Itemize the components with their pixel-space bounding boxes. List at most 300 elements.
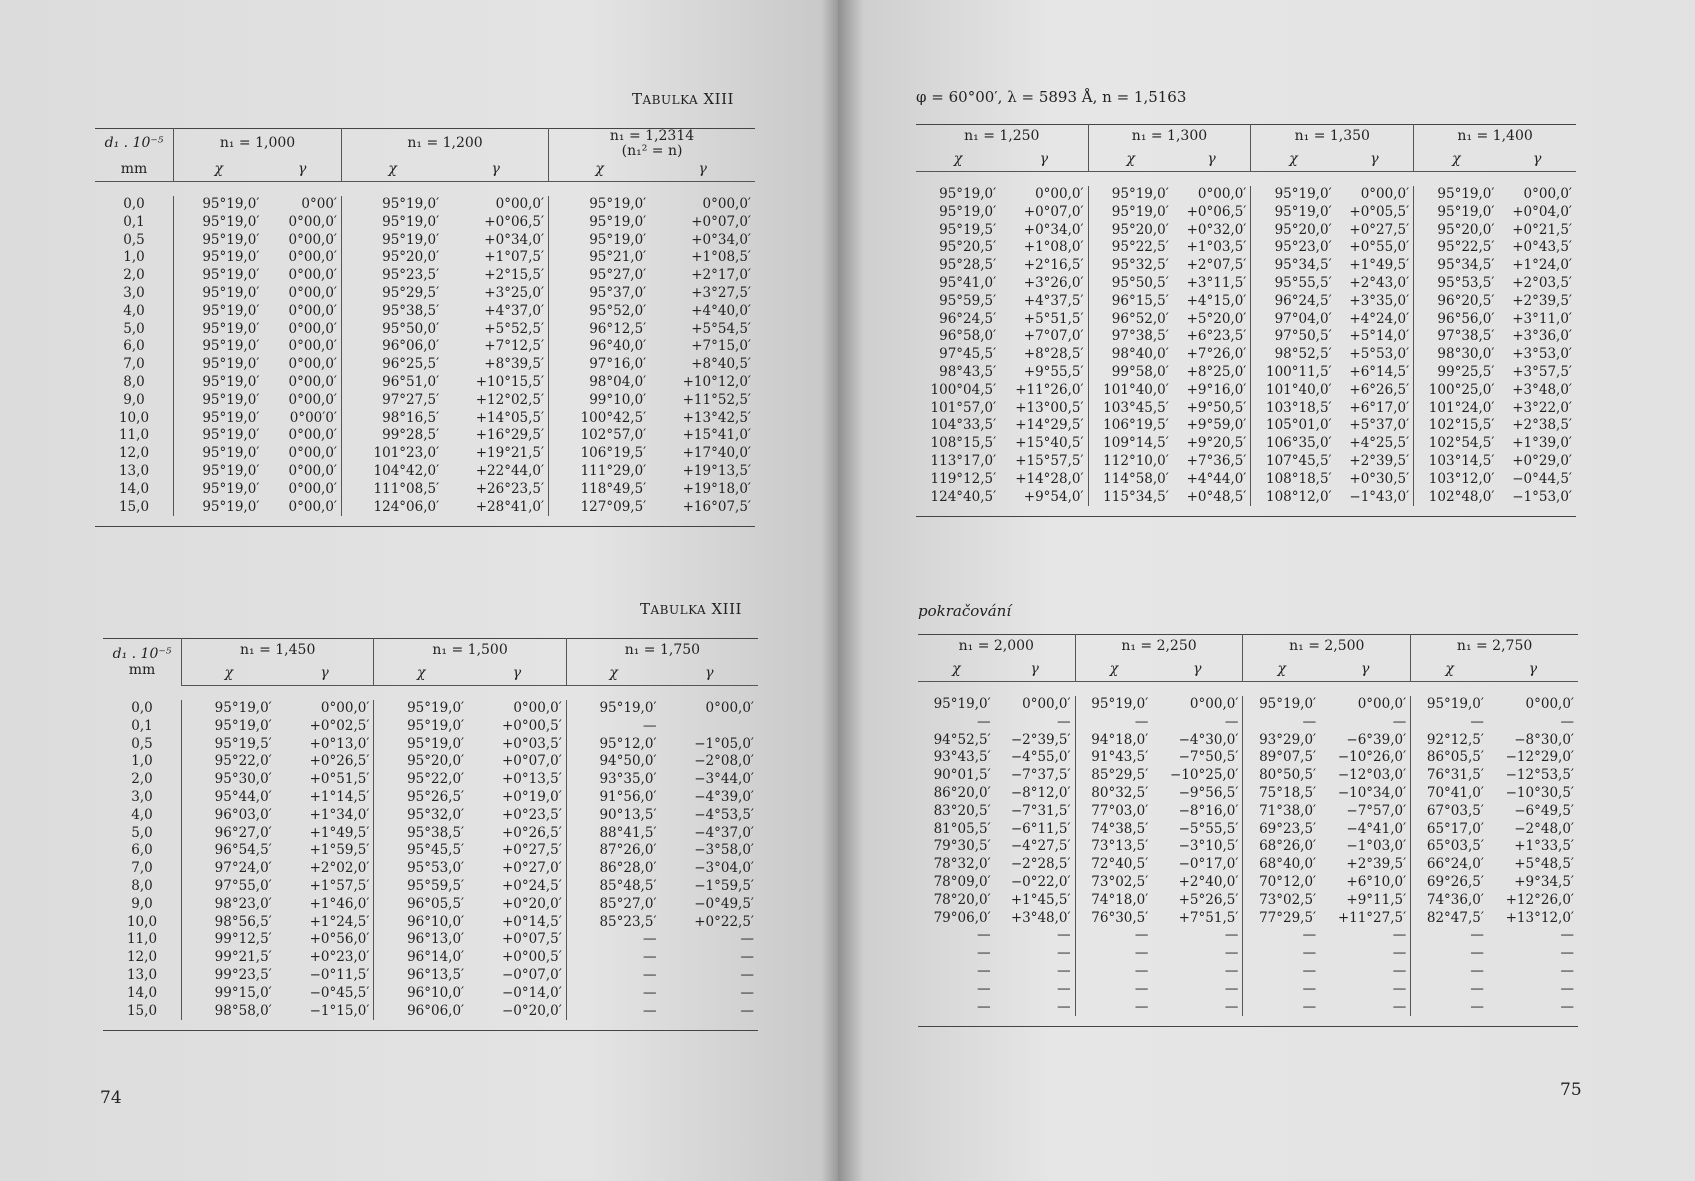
table-row [103,1003,758,1021]
chi-cell: 95°19,0′ [549,214,651,232]
table-row [918,732,1578,750]
chi-cell: 95°34,5′ [1414,257,1499,275]
gamma-cell: +0°32,0′ [1186,221,1247,238]
chi-cell: — [1411,714,1488,732]
table-row [95,499,755,517]
chi-cell: 94°52,5′ [933,731,991,748]
chi-cell: — [566,718,660,736]
thickness-cell: 14,0 [126,984,158,1001]
table-row [95,232,755,250]
gamma-cell: +10°12,0′ [682,373,751,390]
chi-cell: 95°19,0′ [174,214,264,232]
gamma-cell: +1°14,5′ [309,788,370,805]
chi-cell: 95°27,0′ [549,267,651,285]
chi-cell: 98°16,5′ [342,410,444,428]
chi-cell: 108°15,5′ [930,435,997,452]
gamma-cell: +5°53,0′ [1349,346,1410,363]
gamma-cell: +0°06,5′ [1186,203,1247,220]
chi-cell: — [1075,999,1152,1017]
chi-cell: 96°20,5′ [1414,293,1499,311]
table-row [103,807,758,825]
gamma-cell: −7°50,5′ [1178,749,1239,766]
gamma-cell: +16°29,5′ [475,427,545,444]
chi-cell: 118°49,5′ [549,481,651,499]
gamma-cell: — [1392,980,1407,997]
chi-cell: 68°40,0′ [1243,856,1320,874]
gamma-cell: +0°43,5′ [1512,239,1572,256]
gamma-cell: +9°34,5′ [1514,873,1574,890]
thickness-cell: 14,0 [118,480,150,497]
gamma-cell: −4°37,0′ [694,824,754,841]
table-row [916,453,1576,471]
chi-cell: 104°33,5′ [930,417,997,434]
chi-cell: 99°25,5′ [1414,364,1499,382]
gamma-cell: +5°54,5′ [691,320,751,337]
gamma-cell: +0°00,5′ [502,717,562,734]
chi-cell: 85°23,5′ [566,914,660,932]
chi-cell: 96°24,5′ [939,310,997,327]
table-row [916,417,1576,435]
chi-cell: 95°20,0′ [1414,222,1499,240]
gamma-cell: +5°52,5′ [484,320,545,337]
gamma-cell: 0°00,0′ [288,213,337,230]
table-row [95,445,755,463]
gamma-cell: +0°24,5′ [502,877,562,894]
chi-cell: 93°29,0′ [1243,732,1320,750]
gamma-cell: +13°12,0′ [1505,909,1574,926]
gamma-cell: — [1224,962,1239,979]
chi-cell: 72°40,5′ [1075,856,1152,874]
chi-cell: 95°19,0′ [174,410,264,428]
thickness-cell: 0,1 [131,717,153,734]
gamma-cell: — [1560,962,1574,979]
group-header: n₁ = 2,750 [1411,635,1578,660]
chi-cell: 96°06,0′ [374,1003,468,1021]
gamma-cell: — [1224,980,1239,997]
gamma-cell: +0°26,5′ [502,824,562,841]
chi-cell: 95°37,0′ [549,285,651,303]
chi-cell: 95°19,0′ [174,445,264,463]
gamma-cell: +0°23,0′ [309,949,370,966]
gamma-cell: 0°00,0′ [495,196,545,212]
gamma-cell: +3°48,0′ [1010,909,1071,926]
gamma-cell: 0°00,0′ [1360,186,1410,202]
chi-cell: 95°59,5′ [939,292,997,309]
table-row [916,239,1576,257]
gamma-cell: 0°00,0′ [288,462,337,479]
gamma-cell: +6°10,0′ [1346,873,1407,890]
thickness-cell: 11,0 [126,931,158,948]
gamma-cell: +6°14,5′ [1349,363,1410,380]
chi-cell: — [566,931,660,949]
gamma-cell: +9°16,0′ [1186,381,1247,398]
gamma-cell: +0°02,5′ [309,717,370,734]
chi-cell: 98°58,0′ [182,1003,276,1021]
chi-cell: 96°15,5′ [1088,293,1173,311]
chi-cell: 99°58,0′ [1088,364,1173,382]
gamma-header: γ [1498,149,1576,172]
chi-cell: 91°43,5′ [1075,749,1152,767]
chi-cell: 95°19,0′ [1243,696,1320,714]
chi-cell: 96°51,0′ [342,374,444,392]
chi-cell: 97°27,5′ [342,392,444,410]
page-number: 74 [100,1088,122,1108]
chi-cell: 73°13,5′ [1075,838,1152,856]
gamma-cell: — [1057,945,1071,962]
chi-cell: — [1075,981,1152,999]
chi-cell: 102°54,5′ [1414,435,1499,453]
chi-cell: 105°01,0′ [1251,417,1336,435]
chi-header: χ [566,663,660,686]
group-header: n₁ = 1,450 [182,639,374,664]
thickness-cell: 0,0 [123,196,145,212]
table-row [918,963,1578,981]
chi-cell: — [1243,963,1320,981]
gamma-cell: −1°53,0′ [1512,488,1572,505]
gamma-cell: +2°38,5′ [1512,417,1572,434]
gamma-cell: −0°44,5′ [1512,470,1572,487]
chi-cell: 95°19,0′ [174,285,264,303]
gamma-cell: — [740,966,754,983]
chi-cell: 85°27,0′ [566,896,660,914]
gamma-cell: +16°07,5′ [682,498,751,515]
gamma-header: γ [1000,149,1088,172]
chi-cell: 95°19,0′ [933,696,991,712]
chi-cell: 95°22,5′ [1414,239,1499,257]
chi-cell: 93°35,0′ [566,771,660,789]
thickness-cell: 0,0 [131,700,153,716]
chi-cell: 95°19,0′ [182,700,276,718]
table-row [95,427,755,445]
chi-cell: 95°20,5′ [939,239,997,256]
gamma-cell: — [1057,962,1071,979]
chi-cell: 79°06,0′ [933,909,991,926]
group-header: n₁ = 2,500 [1243,635,1411,660]
gamma-cell: +5°26,5′ [1178,891,1239,908]
chi-cell: 71°38,0′ [1243,803,1320,821]
chi-cell: 98°04,0′ [549,374,651,392]
table-row [918,803,1578,821]
chi-cell: 95°19,0′ [174,499,264,517]
gamma-cell: +12°26,0′ [1505,891,1574,908]
gamma-cell: −6°11,5′ [1010,820,1071,837]
chi-cell: 96°52,0′ [1088,311,1173,329]
chi-cell: 68°26,0′ [1243,838,1320,856]
thickness-cell: 7,0 [123,356,145,373]
chi-cell: 86°20,0′ [933,784,991,801]
gamma-cell: +1°34,0′ [309,806,370,823]
chi-header: χ [342,159,444,182]
gamma-header: γ [661,663,758,686]
chi-cell: 76°31,5′ [1411,767,1488,785]
gamma-cell: +11°27,5′ [1337,909,1407,926]
table-row [95,410,755,428]
thickness-cell: 4,0 [123,302,145,319]
gamma-cell: +0°27,5′ [502,842,562,859]
gamma-header: γ [1488,659,1578,682]
table-row [916,186,1576,204]
gamma-cell: 0°00,0′ [288,373,337,390]
thickness-cell: 6,0 [131,842,153,859]
chi-cell: 95°23,0′ [1251,239,1336,257]
chi-cell: 96°13,0′ [374,931,468,949]
gamma-header: γ [650,159,755,182]
table-row [103,931,758,949]
thickness-cell: 8,0 [123,373,145,390]
gamma-cell: +4°25,5′ [1349,435,1410,452]
gamma-cell: +19°18,0′ [682,480,751,497]
chi-header: χ [1075,659,1152,682]
gamma-cell: 0°00,0′ [288,445,337,462]
gamma-cell: +7°12,5′ [484,338,545,355]
chi-cell: 66°24,0′ [1411,856,1488,874]
chi-cell: — [1243,999,1320,1017]
chi-cell: 101°23,0′ [342,445,444,463]
chi-cell: — [1411,927,1488,945]
chi-cell: 87°26,0′ [566,842,660,860]
chi-cell: 101°40,0′ [1088,382,1173,400]
chi-cell: 95°30,0′ [182,771,276,789]
gamma-cell: −2°08,0′ [694,753,754,770]
chi-cell: 81°05,5′ [933,820,991,837]
chi-cell: 95°19,0′ [174,392,264,410]
table-row [918,785,1578,803]
gamma-cell: +1°46,0′ [309,895,370,912]
chi-cell: 102°48,0′ [1414,489,1499,507]
gamma-cell: −7°31,5′ [1010,802,1071,819]
gamma-cell: +4°24,0′ [1349,310,1410,327]
chi-cell: 95°19,5′ [939,221,997,238]
gamma-cell: 0°00,0′ [320,700,370,716]
gamma-cell: +0°55,0′ [1349,239,1410,256]
chi-cell: 100°11,5′ [1251,364,1336,382]
gamma-cell: −0°14,0′ [502,984,562,1001]
chi-cell: 98°56,5′ [182,914,276,932]
chi-cell: 95°52,0′ [549,303,651,321]
table-row [95,196,755,214]
chi-cell: 95°19,0′ [939,203,997,220]
gamma-cell: −3°04,0′ [694,860,754,877]
table-row [918,945,1578,963]
table-row [103,753,758,771]
gamma-cell: 0°00,0′ [288,284,337,301]
chi-cell: 112°10,0′ [1088,453,1173,471]
gamma-header: γ [263,159,341,182]
gamma-cell: +0°07,5′ [502,931,562,948]
gamma-cell: −3°10,5′ [1178,838,1239,855]
thickness-cell: 9,0 [131,895,153,912]
thickness-cell: 11,0 [118,427,150,444]
chi-cell: 106°19,5′ [1088,417,1173,435]
chi-cell: 76°30,5′ [1075,910,1152,928]
table-row [103,718,758,736]
gamma-cell: 0°00′0′ [289,409,337,426]
table-row [916,275,1576,293]
chi-cell: 111°08,5′ [342,481,444,499]
chi-cell: 108°12,0′ [1251,489,1336,507]
chi-cell: — [1243,714,1320,732]
chi-cell: 99°21,5′ [182,949,276,967]
gamma-cell: −4°41,0′ [1346,820,1407,837]
chi-header: χ [1251,149,1336,172]
chi-cell: 74°36,0′ [1411,892,1488,910]
chi-cell: 96°05,5′ [374,896,468,914]
chi-cell: 107°45,5′ [1251,453,1336,471]
gamma-cell: 0°00,0′ [288,249,337,266]
thickness-cell: 2,0 [123,267,145,284]
table-row [103,949,758,967]
chi-cell: 95°19,0′ [549,196,651,214]
gamma-cell: +5°14,0′ [1349,328,1410,345]
gamma-cell: 0°00,0′ [1022,696,1071,712]
chi-cell: 104°42,0′ [342,463,444,481]
gamma-cell: +0°13,5′ [502,771,562,788]
table-row [103,985,758,1003]
chi-header: χ [1411,659,1488,682]
gamma-cell: −1°15,0′ [309,1002,370,1019]
chi-cell: 95°34,5′ [1251,257,1336,275]
table-row [918,999,1578,1017]
gamma-cell: +0°29,0′ [1512,452,1572,469]
chi-cell: 95°19,0′ [174,427,264,445]
gamma-header: γ [276,663,374,686]
thickness-cell: 0,1 [123,213,145,230]
table-row [103,878,758,896]
gamma-cell: −8°30,0′ [1514,731,1574,748]
gamma-cell: +6°26,5′ [1349,381,1410,398]
gamma-cell: — [1560,998,1574,1015]
gamma-cell: −2°28,5′ [1010,856,1071,873]
chi-cell: 95°19,0′ [1414,186,1499,204]
chi-cell: — [1243,927,1320,945]
chi-cell: 95°12,0′ [566,736,660,754]
chi-cell: 78°20,0′ [933,891,991,908]
gamma-cell: 0°00′ [301,196,337,212]
gamma-cell: +2°43,0′ [1349,274,1410,291]
chi-cell: 95°22,5′ [1088,239,1173,257]
gamma-cell: +1°39,0′ [1512,435,1572,452]
gamma-cell: −8°12,0′ [1010,784,1071,801]
chi-cell: 100°42,5′ [549,410,651,428]
chi-cell: 70°41,0′ [1411,785,1488,803]
chi-cell: 89°07,5′ [1243,749,1320,767]
gamma-cell: −9°56,5′ [1178,784,1239,801]
table-row [918,910,1578,928]
gamma-cell: — [740,931,754,948]
chi-cell: 95°29,5′ [342,285,444,303]
table-row [916,400,1576,418]
chi-cell: 78°09,0′ [933,873,991,890]
chi-cell: 96°13,5′ [374,967,468,985]
chi-cell: 95°19,0′ [174,267,264,285]
gamma-cell: +26°23,5′ [475,480,545,497]
chi-cell: 95°19,0′ [342,196,444,214]
chi-cell: 95°19,0′ [1088,186,1173,204]
gamma-cell: −4°30,0′ [1178,731,1239,748]
gamma-cell: +1°33,5′ [1514,838,1574,855]
gamma-cell: −0°11,5′ [309,966,370,983]
table-label-bottom: TABULKA XIII [640,600,742,618]
chi-cell: 74°38,5′ [1075,821,1152,839]
gamma-cell: +8°40,5′ [691,356,751,373]
chi-cell: 97°24,0′ [182,860,276,878]
chi-cell: — [1075,714,1152,732]
chi-cell: 95°20,0′ [1088,222,1173,240]
chi-cell: 80°32,5′ [1075,785,1152,803]
group-header: n₁ = 1,000 [174,129,342,160]
gamma-cell: — [740,949,754,966]
table-row [918,749,1578,767]
gamma-cell: +3°35,0′ [1349,292,1410,309]
gamma-cell: −12°53,5′ [1505,767,1574,784]
chi-cell: 96°54,5′ [182,842,276,860]
thickness-cell: 1,0 [131,753,153,770]
chi-cell: 88°41,5′ [566,825,660,843]
chi-cell: 95°38,5′ [342,303,444,321]
chi-cell: 95°32,5′ [1088,257,1173,275]
table-row [918,696,1578,714]
thickness-cell: 0,5 [131,735,153,752]
gamma-cell: −6°49,5′ [1514,802,1574,819]
chi-cell: 95°44,0′ [182,789,276,807]
group-header: n₁ = 2,000 [958,638,1034,655]
gamma-cell: −0°49,5′ [694,895,754,912]
gamma-cell: — [1224,998,1239,1015]
table-row [918,838,1578,856]
chi-cell: — [1075,927,1152,945]
gamma-cell: 0°00,0′ [513,700,562,716]
gamma-header: γ [1173,149,1251,172]
gamma-cell: +4°37,5′ [1023,292,1084,309]
thickness-cell: 7,0 [131,860,153,877]
gamma-cell: +11°26,0′ [1015,381,1084,398]
chi-cell: 83°20,5′ [933,802,991,819]
gamma-cell: +1°08,0′ [1023,239,1084,256]
gamma-cell: +0°51,5′ [309,771,370,788]
gamma-cell: +28°41,0′ [475,498,545,515]
gamma-cell: +0°05,5′ [1349,203,1410,220]
gamma-cell: — [1392,713,1407,730]
chi-cell: 103°12,0′ [1414,471,1499,489]
chi-cell: 92°12,5′ [1411,732,1488,750]
chi-header: χ [182,663,276,686]
gamma-cell: — [1560,713,1574,730]
chi-cell: 98°52,5′ [1251,346,1336,364]
gamma-cell: −0°22,0′ [1010,873,1071,890]
gamma-cell: +8°28,5′ [1023,346,1084,363]
gamma-cell: 0°00,0′ [288,427,337,444]
gamma-cell: +9°55,5′ [1023,363,1084,380]
chi-cell: 95°19,0′ [374,718,468,736]
thickness-cell: 3,0 [123,284,145,301]
gamma-cell: +0°22,5′ [694,913,754,930]
chi-cell: 114°58,0′ [1088,471,1173,489]
gamma-cell: +9°50,5′ [1186,399,1247,416]
thickness-cell: 6,0 [123,338,145,355]
thickness-cell: 10,0 [126,913,158,930]
chi-header: χ [1243,659,1320,682]
chi-cell: 90°01,5′ [933,767,991,784]
gamma-cell: +2°39,5′ [1346,856,1407,873]
chi-header: χ [374,663,468,686]
chi-cell: 95°19,0′ [182,718,276,736]
gamma-cell: — [1560,980,1574,997]
chi-cell: 96°40,0′ [549,338,651,356]
gamma-cell: +7°26,0′ [1186,346,1247,363]
gamma-cell: +2°03,5′ [1512,274,1572,291]
gamma-cell: +15°40,5′ [1015,435,1084,452]
gamma-cell: −0°20,0′ [502,1002,562,1019]
